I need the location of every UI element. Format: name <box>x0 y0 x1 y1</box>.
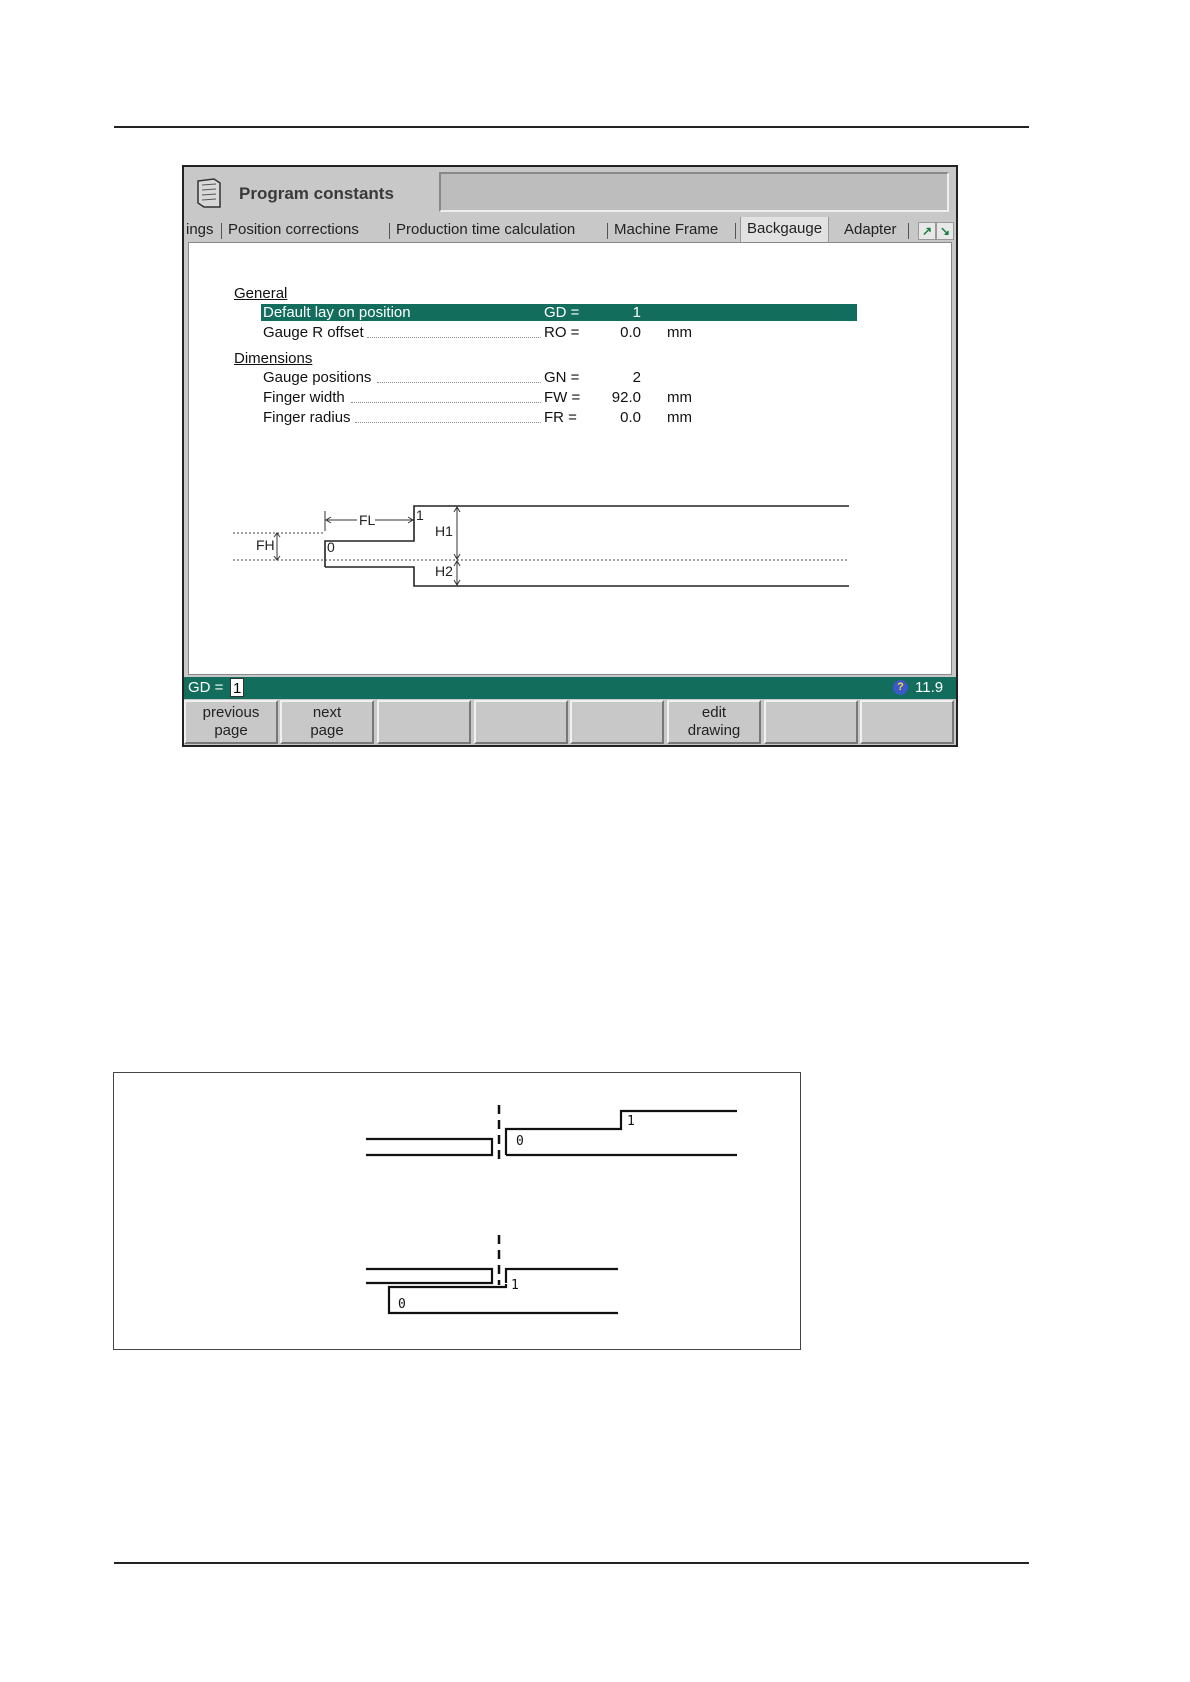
help-icon[interactable]: ? <box>893 680 908 695</box>
footer-rule <box>114 1562 1029 1564</box>
title-bar <box>184 167 956 217</box>
param-label: Gauge positions <box>263 369 372 386</box>
tab-divider <box>607 223 608 239</box>
softkey-line: drawing <box>687 722 741 739</box>
softkey-line: page <box>214 722 248 739</box>
status-bar <box>184 677 956 699</box>
param-value[interactable]: 0.0 <box>620 324 641 341</box>
value-input[interactable]: 1 <box>230 678 244 697</box>
tab-position-corrections[interactable]: Position corrections <box>228 221 359 238</box>
tab-scroll-left-icon[interactable]: ↗ <box>918 222 936 240</box>
program-constants-window <box>182 165 958 747</box>
leader-dots <box>355 422 541 423</box>
param-code: FW = <box>544 389 581 406</box>
label-position-1: 1 <box>416 507 424 523</box>
parameter-panel <box>188 242 952 675</box>
figure-top-position-1: 1 <box>627 1114 635 1129</box>
figure-bottom-position-1: 1 <box>511 1278 519 1293</box>
param-row-gauge-positions[interactable] <box>189 368 949 387</box>
softkey-7[interactable] <box>764 700 858 744</box>
tab-backgauge[interactable]: Backgauge <box>740 217 829 242</box>
param-row-default-lay-on-position[interactable] <box>189 303 949 322</box>
next-page-button[interactable] <box>280 700 374 744</box>
softkey-line: previous <box>202 704 260 721</box>
param-label: Default lay on position <box>263 304 411 321</box>
tab-adapter[interactable]: Adapter <box>844 221 897 238</box>
status-version: 11.9 <box>915 679 944 696</box>
param-code: GD = <box>544 304 580 321</box>
figure-bottom-position-0: 0 <box>398 1297 406 1312</box>
tab-settings[interactable]: ings <box>186 221 214 238</box>
menu-page-icon[interactable] <box>196 177 222 209</box>
tab-strip <box>184 219 956 241</box>
param-code: GN = <box>544 369 580 386</box>
title-info-box <box>439 172 949 212</box>
param-code: FR = <box>544 409 577 426</box>
lay-on-position-illustration <box>114 1073 800 1349</box>
param-label: Gauge R offset <box>263 324 364 341</box>
param-unit: mm <box>667 409 692 426</box>
softkey-3[interactable] <box>377 700 471 744</box>
header-rule <box>114 126 1029 128</box>
param-row-finger-width[interactable] <box>189 388 949 407</box>
backgauge-finger-diagram[interactable] <box>229 468 909 588</box>
softkey-line: edit <box>701 704 727 721</box>
tab-divider <box>908 223 909 239</box>
previous-page-button[interactable] <box>184 700 278 744</box>
tab-divider <box>221 223 222 239</box>
leader-dots <box>367 337 541 338</box>
softkey-5[interactable] <box>570 700 664 744</box>
leader-dots <box>377 382 541 383</box>
label-h2: H2 <box>435 563 453 579</box>
softkey-4[interactable] <box>474 700 568 744</box>
window-title: Program constants <box>239 184 394 203</box>
param-unit: mm <box>667 389 692 406</box>
param-value[interactable]: 92.0 <box>611 389 641 406</box>
tab-production-time-calculation[interactable]: Production time calculation <box>396 221 576 238</box>
param-row-gauge-r-offset[interactable] <box>189 323 949 342</box>
label-position-0: 0 <box>327 539 335 555</box>
param-label: Finger radius <box>263 409 351 426</box>
tab-scroll-right-icon[interactable]: ↘ <box>936 222 954 240</box>
label-fl: FL <box>359 512 376 528</box>
figure-top-position-0: 0 <box>516 1134 524 1149</box>
leader-dots <box>351 402 541 403</box>
label-h1: H1 <box>435 523 453 539</box>
tab-divider <box>735 223 736 239</box>
label-fh: FH <box>256 537 275 553</box>
softkey-line: page <box>310 722 344 739</box>
softkey-bar <box>184 700 956 745</box>
tab-divider <box>389 223 390 239</box>
section-dimensions-title: Dimensions <box>234 350 313 367</box>
tab-machine-frame[interactable]: Machine Frame <box>614 221 719 238</box>
param-code: RO = <box>544 324 580 341</box>
edit-drawing-button[interactable] <box>667 700 761 744</box>
lay-on-position-figure <box>113 1072 801 1350</box>
param-value[interactable]: 1 <box>632 304 641 321</box>
section-general-title: General <box>234 285 288 302</box>
param-label: Finger width <box>263 389 345 406</box>
softkey-line: next <box>312 704 342 721</box>
param-row-finger-radius[interactable] <box>189 408 949 427</box>
param-value[interactable]: 2 <box>632 369 641 386</box>
input-prompt: GD = <box>188 679 224 696</box>
param-unit: mm <box>667 324 692 341</box>
softkey-8[interactable] <box>860 700 954 744</box>
param-value[interactable]: 0.0 <box>620 409 641 426</box>
